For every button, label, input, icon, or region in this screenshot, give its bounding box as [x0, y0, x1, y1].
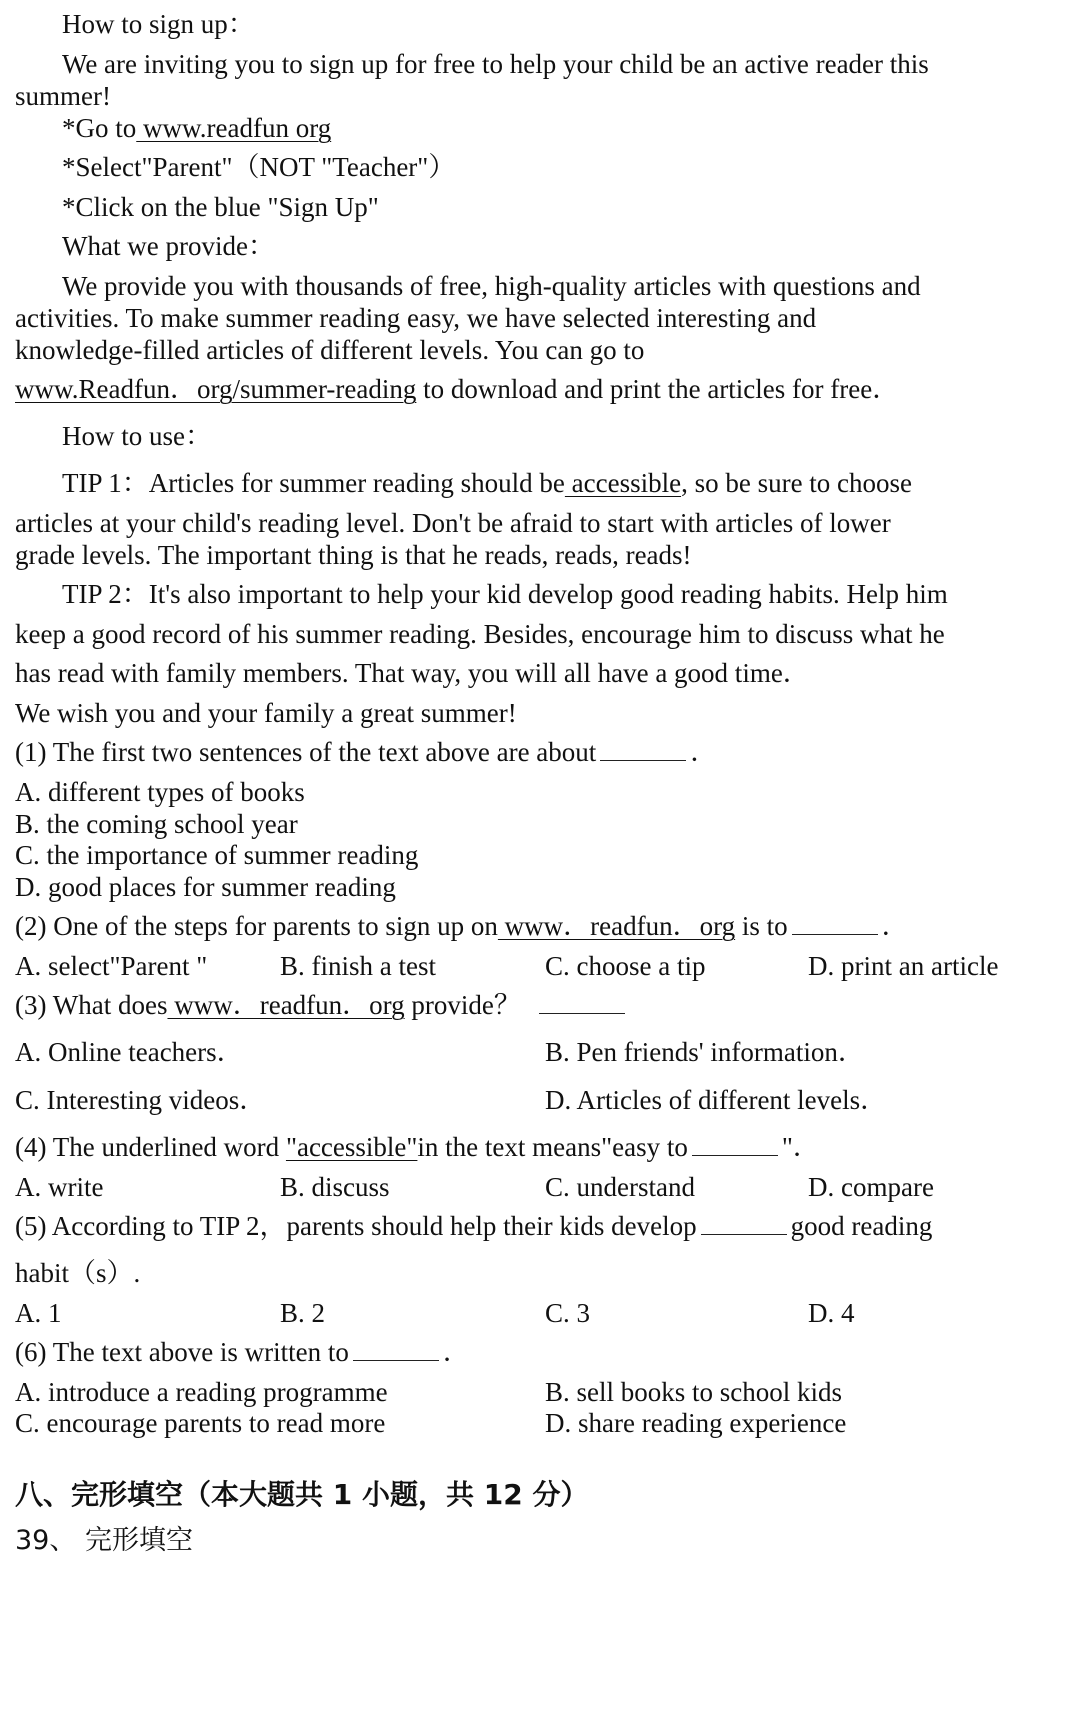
question-5-stem [15, 1209, 1065, 1243]
q4-stem-b: in the text means"easy to [417, 1132, 688, 1162]
q3-option-d[interactable]: D. Articles of different levels． [545, 1085, 888, 1115]
q3-stem-a: (3) What does [15, 990, 168, 1020]
q6-option-a[interactable]: A. introduce a reading programme [15, 1377, 388, 1407]
question-3-stem [15, 988, 1065, 1022]
question-6-stem [15, 1335, 1065, 1369]
tip1-line2: articles at your child's reading level. Don't be afraid to start with articles of lower [15, 508, 891, 538]
q3-stem-b: provide？ [404, 990, 521, 1020]
provide-heading: What we provide： [62, 231, 275, 261]
step-3: *Click on the blue "Sign Up" [62, 192, 379, 222]
section-title: 八、完形填空（本大题共 1 小题，共 12 分） [15, 1478, 589, 1511]
tip1-line1 [62, 466, 1065, 500]
q1-option-b[interactable]: B. the coming school year [15, 809, 298, 839]
question-5-stem-line2: habit（s）. [15, 1258, 141, 1288]
signup-intro-line1: We are inviting you to sign up for free to help your child be an active reader this [62, 49, 929, 79]
q4-option-d[interactable]: D. compare [808, 1172, 934, 1202]
closing-line: We wish you and your family a great summer! [15, 698, 517, 728]
q4-stem-a: (4) The underlined word [15, 1132, 286, 1162]
q6-stem-text: (6) The text above is written to [15, 1337, 349, 1367]
q4-underlined-word: "accessible" [285, 1132, 418, 1162]
q2-option-c[interactable]: C. choose a tip [545, 951, 706, 981]
provide-line4 [15, 372, 1065, 406]
provide-line1: We provide you with thousands of free, high-quality articles with questions and [62, 271, 921, 301]
q1-option-c[interactable]: C. the importance of summer reading [15, 840, 419, 870]
summer-reading-link[interactable]: www.Readfun．org/summer-reading [15, 374, 417, 404]
q5-stem-a: (5) According to TIP 2，parents should help their kids develop [15, 1211, 697, 1241]
provide-line3 [15, 333, 1065, 367]
q2-option-a[interactable]: A. select"Parent " [15, 951, 208, 981]
q5-option-b[interactable]: B. 2 [280, 1298, 326, 1328]
q5-stem-b: good reading [790, 1211, 933, 1241]
q1-option-a[interactable]: A. different types of books [15, 777, 305, 807]
q1-end: ． [690, 737, 718, 767]
q3-option-a[interactable]: A. Online teachers． [15, 1037, 244, 1067]
tip1-underlined-word: accessible [564, 468, 682, 498]
tip1-text-b: , so be sure to choose [681, 468, 913, 498]
step-1-link[interactable]: www.readfun org [136, 113, 332, 143]
tip2-line2: keep a good record of his summer reading. Besides, encourage him to discuss what he [15, 619, 945, 649]
signup-heading: How to sign up： [62, 9, 255, 39]
question-1-stem [15, 735, 1065, 769]
q4-option-c[interactable]: C. understand [545, 1172, 695, 1202]
question-2-stem [15, 909, 1065, 943]
provide-line2: activities. To make summer reading easy, we have selected interesting and [15, 303, 817, 333]
q2-option-b[interactable]: B. finish a test [280, 951, 436, 981]
q5-option-a[interactable]: A. 1 [15, 1298, 62, 1328]
q2-link[interactable]: www．readfun．org [497, 911, 736, 941]
q6-option-c[interactable]: C. encourage parents to read more [15, 1408, 386, 1438]
use-heading: How to use： [62, 421, 212, 451]
step-1-prefix: *Go to [62, 113, 137, 143]
q6-end: ． [442, 1337, 470, 1367]
q5-option-c[interactable]: C. 3 [545, 1298, 591, 1328]
q2-stem-a: (2) One of the steps for parents to sign up on [15, 911, 498, 941]
step-1 [62, 111, 1065, 145]
q4-end: "． [781, 1132, 820, 1162]
tip1-text-a: TIP 1：Articles for summer reading should be [62, 468, 565, 498]
q1-option-d[interactable]: D. good places for summer reading [15, 872, 396, 902]
step-2: *Select"Parent"（NOT "Teacher"） [62, 152, 456, 182]
question-4-stem [15, 1130, 1065, 1164]
q2-stem-b: is to [735, 911, 788, 941]
q2-end: ． [881, 911, 909, 941]
q1-answer-blank[interactable] [600, 759, 686, 761]
tip2-line1: TIP 2：It's also important to help your kid develop good reading habits. Help him [62, 579, 948, 609]
q5-option-d[interactable]: D. 4 [808, 1298, 855, 1328]
tip1-line3: grade levels. The important thing is that he reads, reads, reads! [15, 540, 692, 570]
q4-option-a[interactable]: A. write [15, 1172, 104, 1202]
q4-answer-blank[interactable] [692, 1154, 778, 1156]
q5-answer-blank[interactable] [701, 1233, 787, 1235]
q3-option-c[interactable]: C. Interesting videos． [15, 1085, 267, 1115]
q2-option-d[interactable]: D. print an article [808, 951, 999, 981]
q6-answer-blank[interactable] [353, 1359, 439, 1361]
q6-option-b[interactable]: B. sell books to school kids [545, 1377, 843, 1407]
q1-stem-text: (1) The first two sentences of the text above are about [15, 737, 597, 767]
tip2-line3: has read with family members. That way, you will all have a good time． [15, 658, 810, 688]
q4-option-b[interactable]: B. discuss [280, 1172, 390, 1202]
provide-line4-rest: to download and print the articles for free． [416, 374, 900, 404]
q3-option-b[interactable]: B. Pen friends' information． [545, 1037, 865, 1067]
provide-line3-text: knowledge-filled articles of different levels. You can go to [15, 335, 645, 365]
q6-option-d[interactable]: D. share reading experience [545, 1408, 847, 1438]
signup-intro-line2: summer! [15, 81, 111, 111]
question-39-heading: 39、 完形填空 [15, 1525, 193, 1556]
q3-link[interactable]: www．readfun．org [167, 990, 405, 1020]
q3-answer-blank[interactable] [539, 1012, 625, 1014]
q2-answer-blank[interactable] [792, 933, 878, 935]
